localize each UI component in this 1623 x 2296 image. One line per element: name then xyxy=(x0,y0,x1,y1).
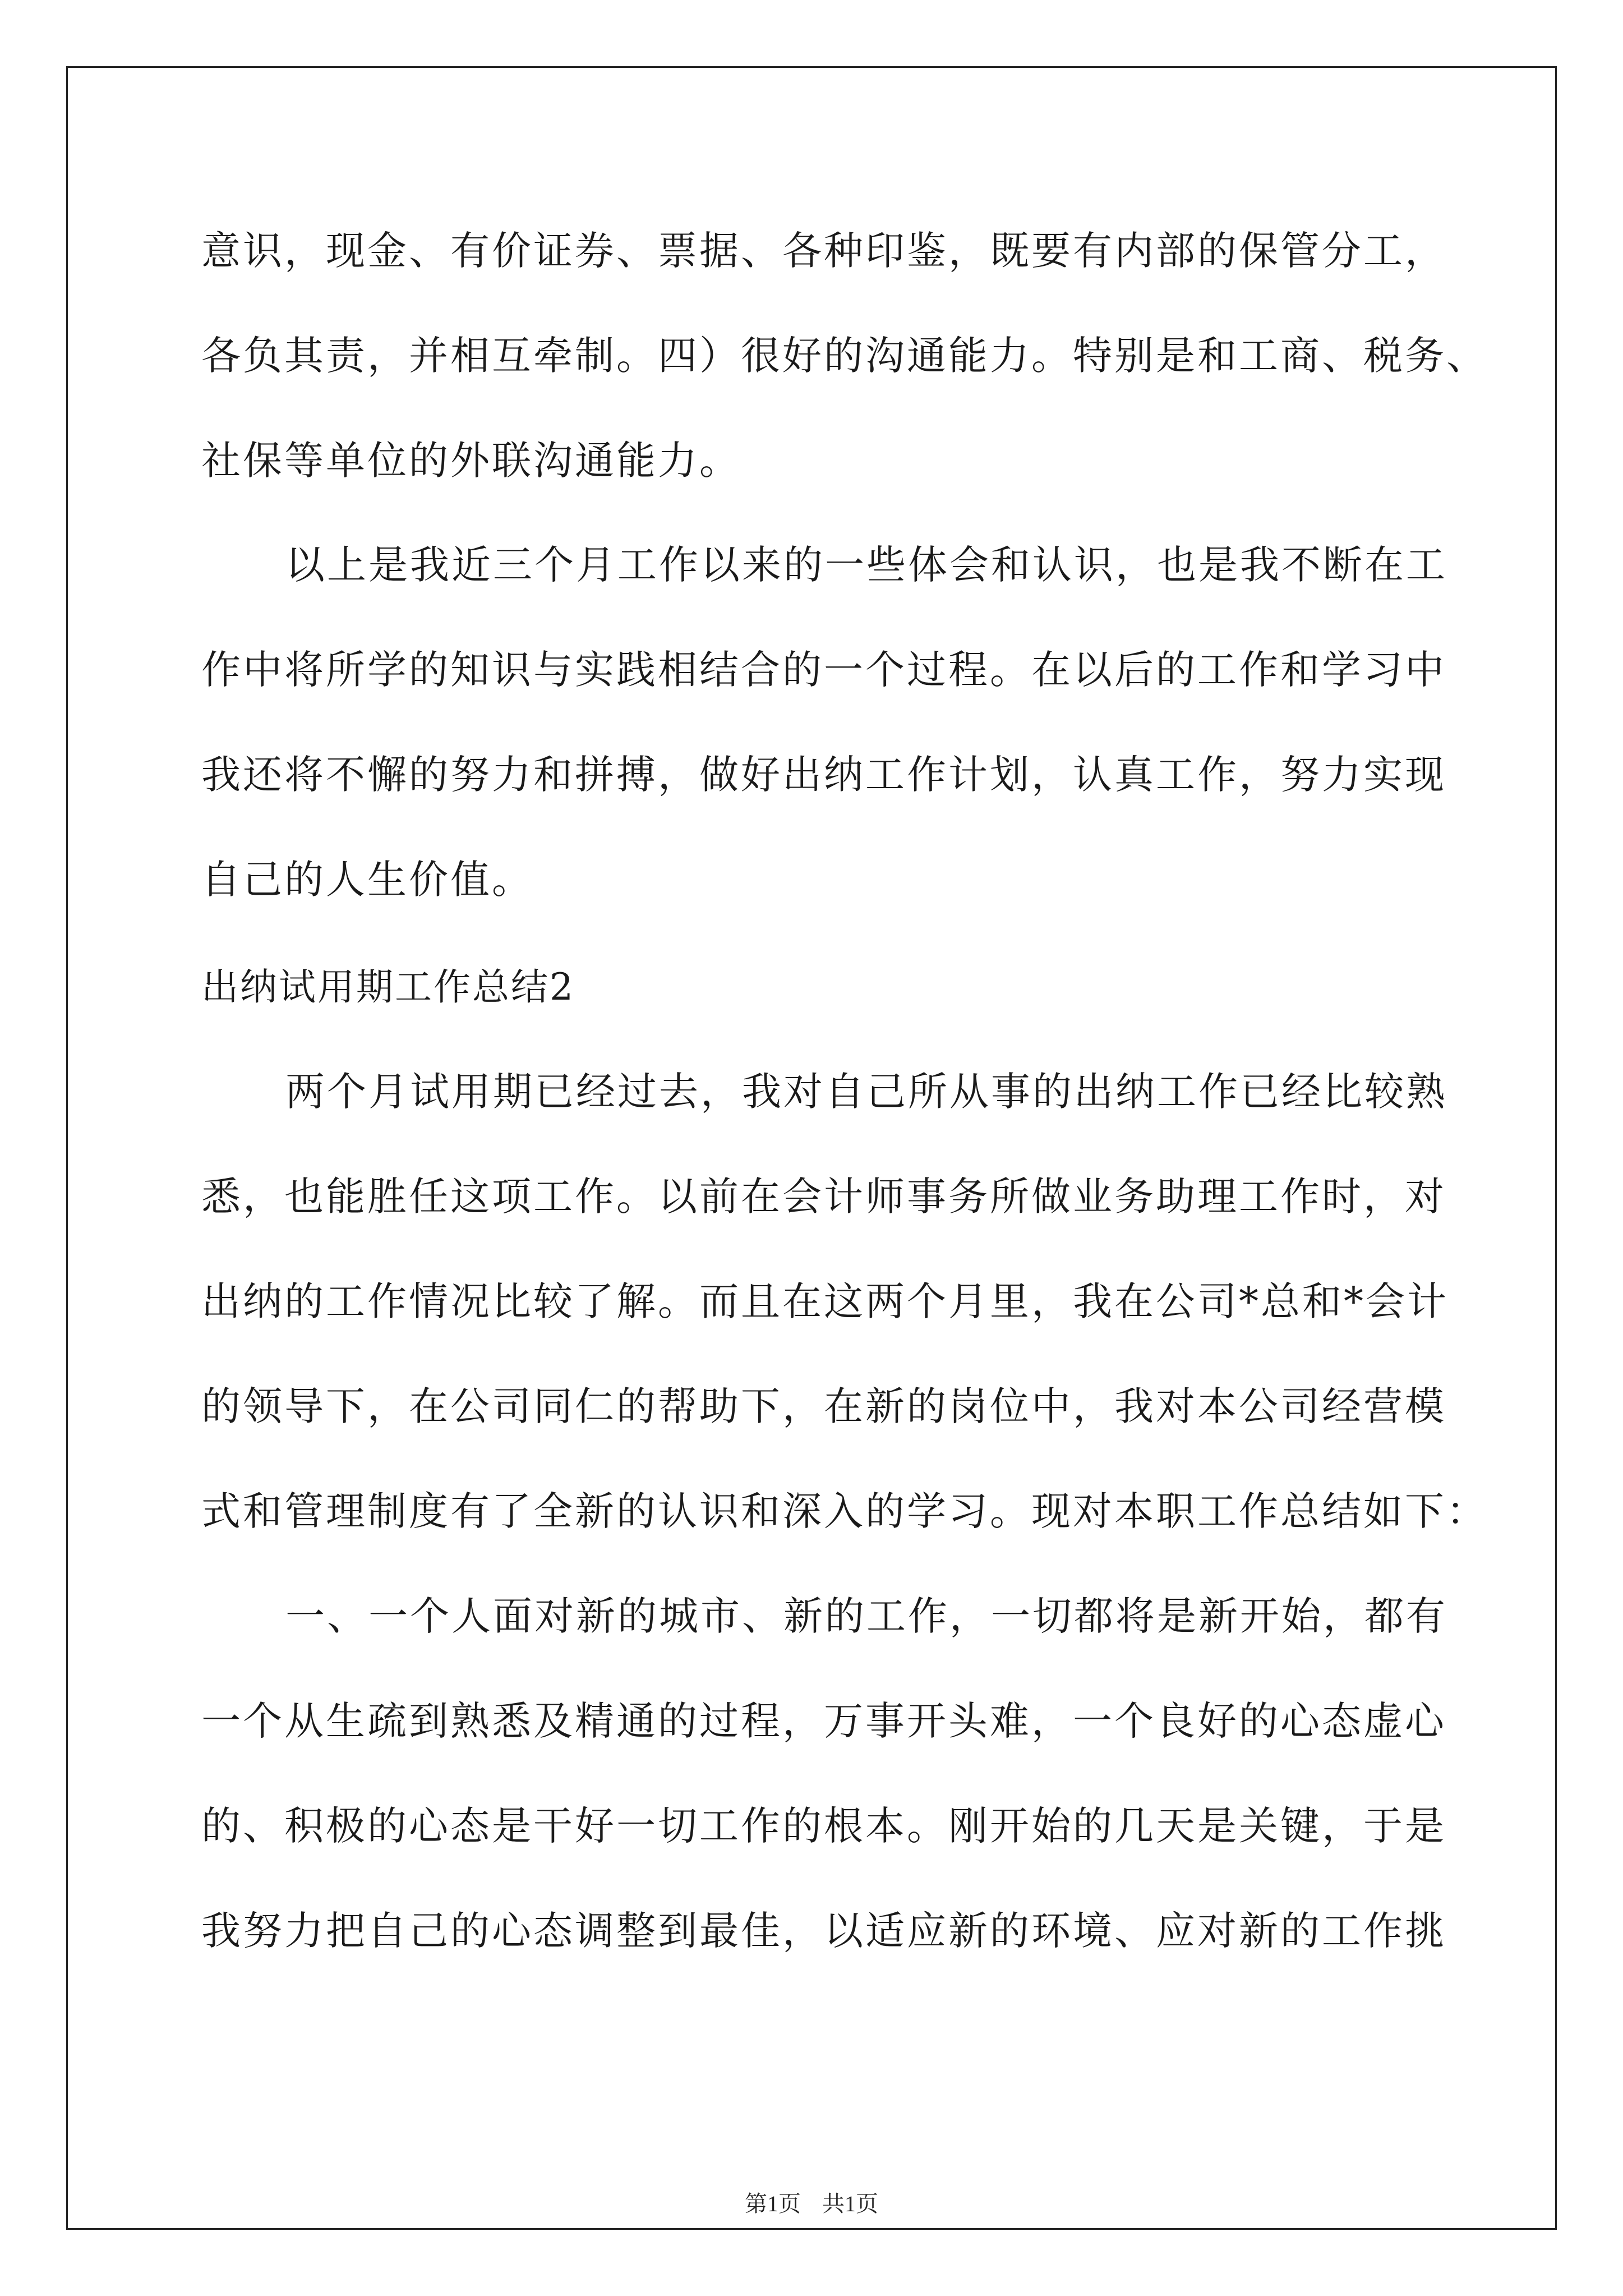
paragraph-line: 的领导下，在公司同仁的帮助下，在新的岗位中，我对本公司经营模 xyxy=(201,1383,1446,1429)
paragraph-line: 以上是我近三个月工作以来的一些体会和认识，也是我不断在工 xyxy=(285,542,1447,588)
paragraph-line: 的、积极的心态是干好一切工作的根本。刚开始的几天是关键，于是 xyxy=(201,1803,1446,1849)
paragraph-line: 社保等单位的外联沟通能力。 xyxy=(201,438,741,484)
paragraph-line: 各负其责，并相互牵制。四）很好的沟通能力。特别是和工商、税务、 xyxy=(201,333,1488,379)
paragraph-line: 一、一个人面对新的城市、新的工作，一切都将是新开始，都有 xyxy=(285,1593,1447,1639)
paragraph-line: 式和管理制度有了全新的认识和深入的学习。现对本职工作总结如下： xyxy=(201,1488,1488,1534)
paragraph-line: 悉，也能胜任这项工作。以前在会计师事务所做业务助理工作时，对 xyxy=(201,1174,1446,1220)
paragraph-line: 我还将不懈的努力和拼搏，做好出纳工作计划，认真工作，努力实现 xyxy=(201,752,1446,798)
paragraph-line: 一个从生疏到熟悉及精通的过程，万事开头难，一个良好的心态虚心 xyxy=(201,1698,1446,1744)
paragraph-line: 意识，现金、有价证券、票据、各种印鉴，既要有内部的保管分工， xyxy=(201,228,1446,274)
document-body xyxy=(68,68,1555,2228)
paragraph-line: 出纳的工作情况比较了解。而且在这两个月里，我在公司*总和*会计 xyxy=(201,1278,1449,1324)
page-footer xyxy=(68,2187,1555,2221)
paragraph-line: 自己的人生价值。 xyxy=(201,857,533,903)
paragraph-line: 作中将所学的知识与实践相结合的一个过程。在以后的工作和学习中 xyxy=(201,647,1446,693)
page-frame xyxy=(66,66,1557,2230)
page-total: 共1页 xyxy=(822,2191,878,2216)
paragraph-line: 我努力把自己的心态调整到最佳，以适应新的环境、应对新的工作挑 xyxy=(201,1908,1446,1954)
section-title: 出纳试用期工作总结2 xyxy=(201,965,575,1009)
page-number: 第1页 xyxy=(745,2191,801,2216)
paragraph-line: 两个月试用期已经过去，我对自己所从事的出纳工作已经比较熟 xyxy=(285,1069,1447,1115)
